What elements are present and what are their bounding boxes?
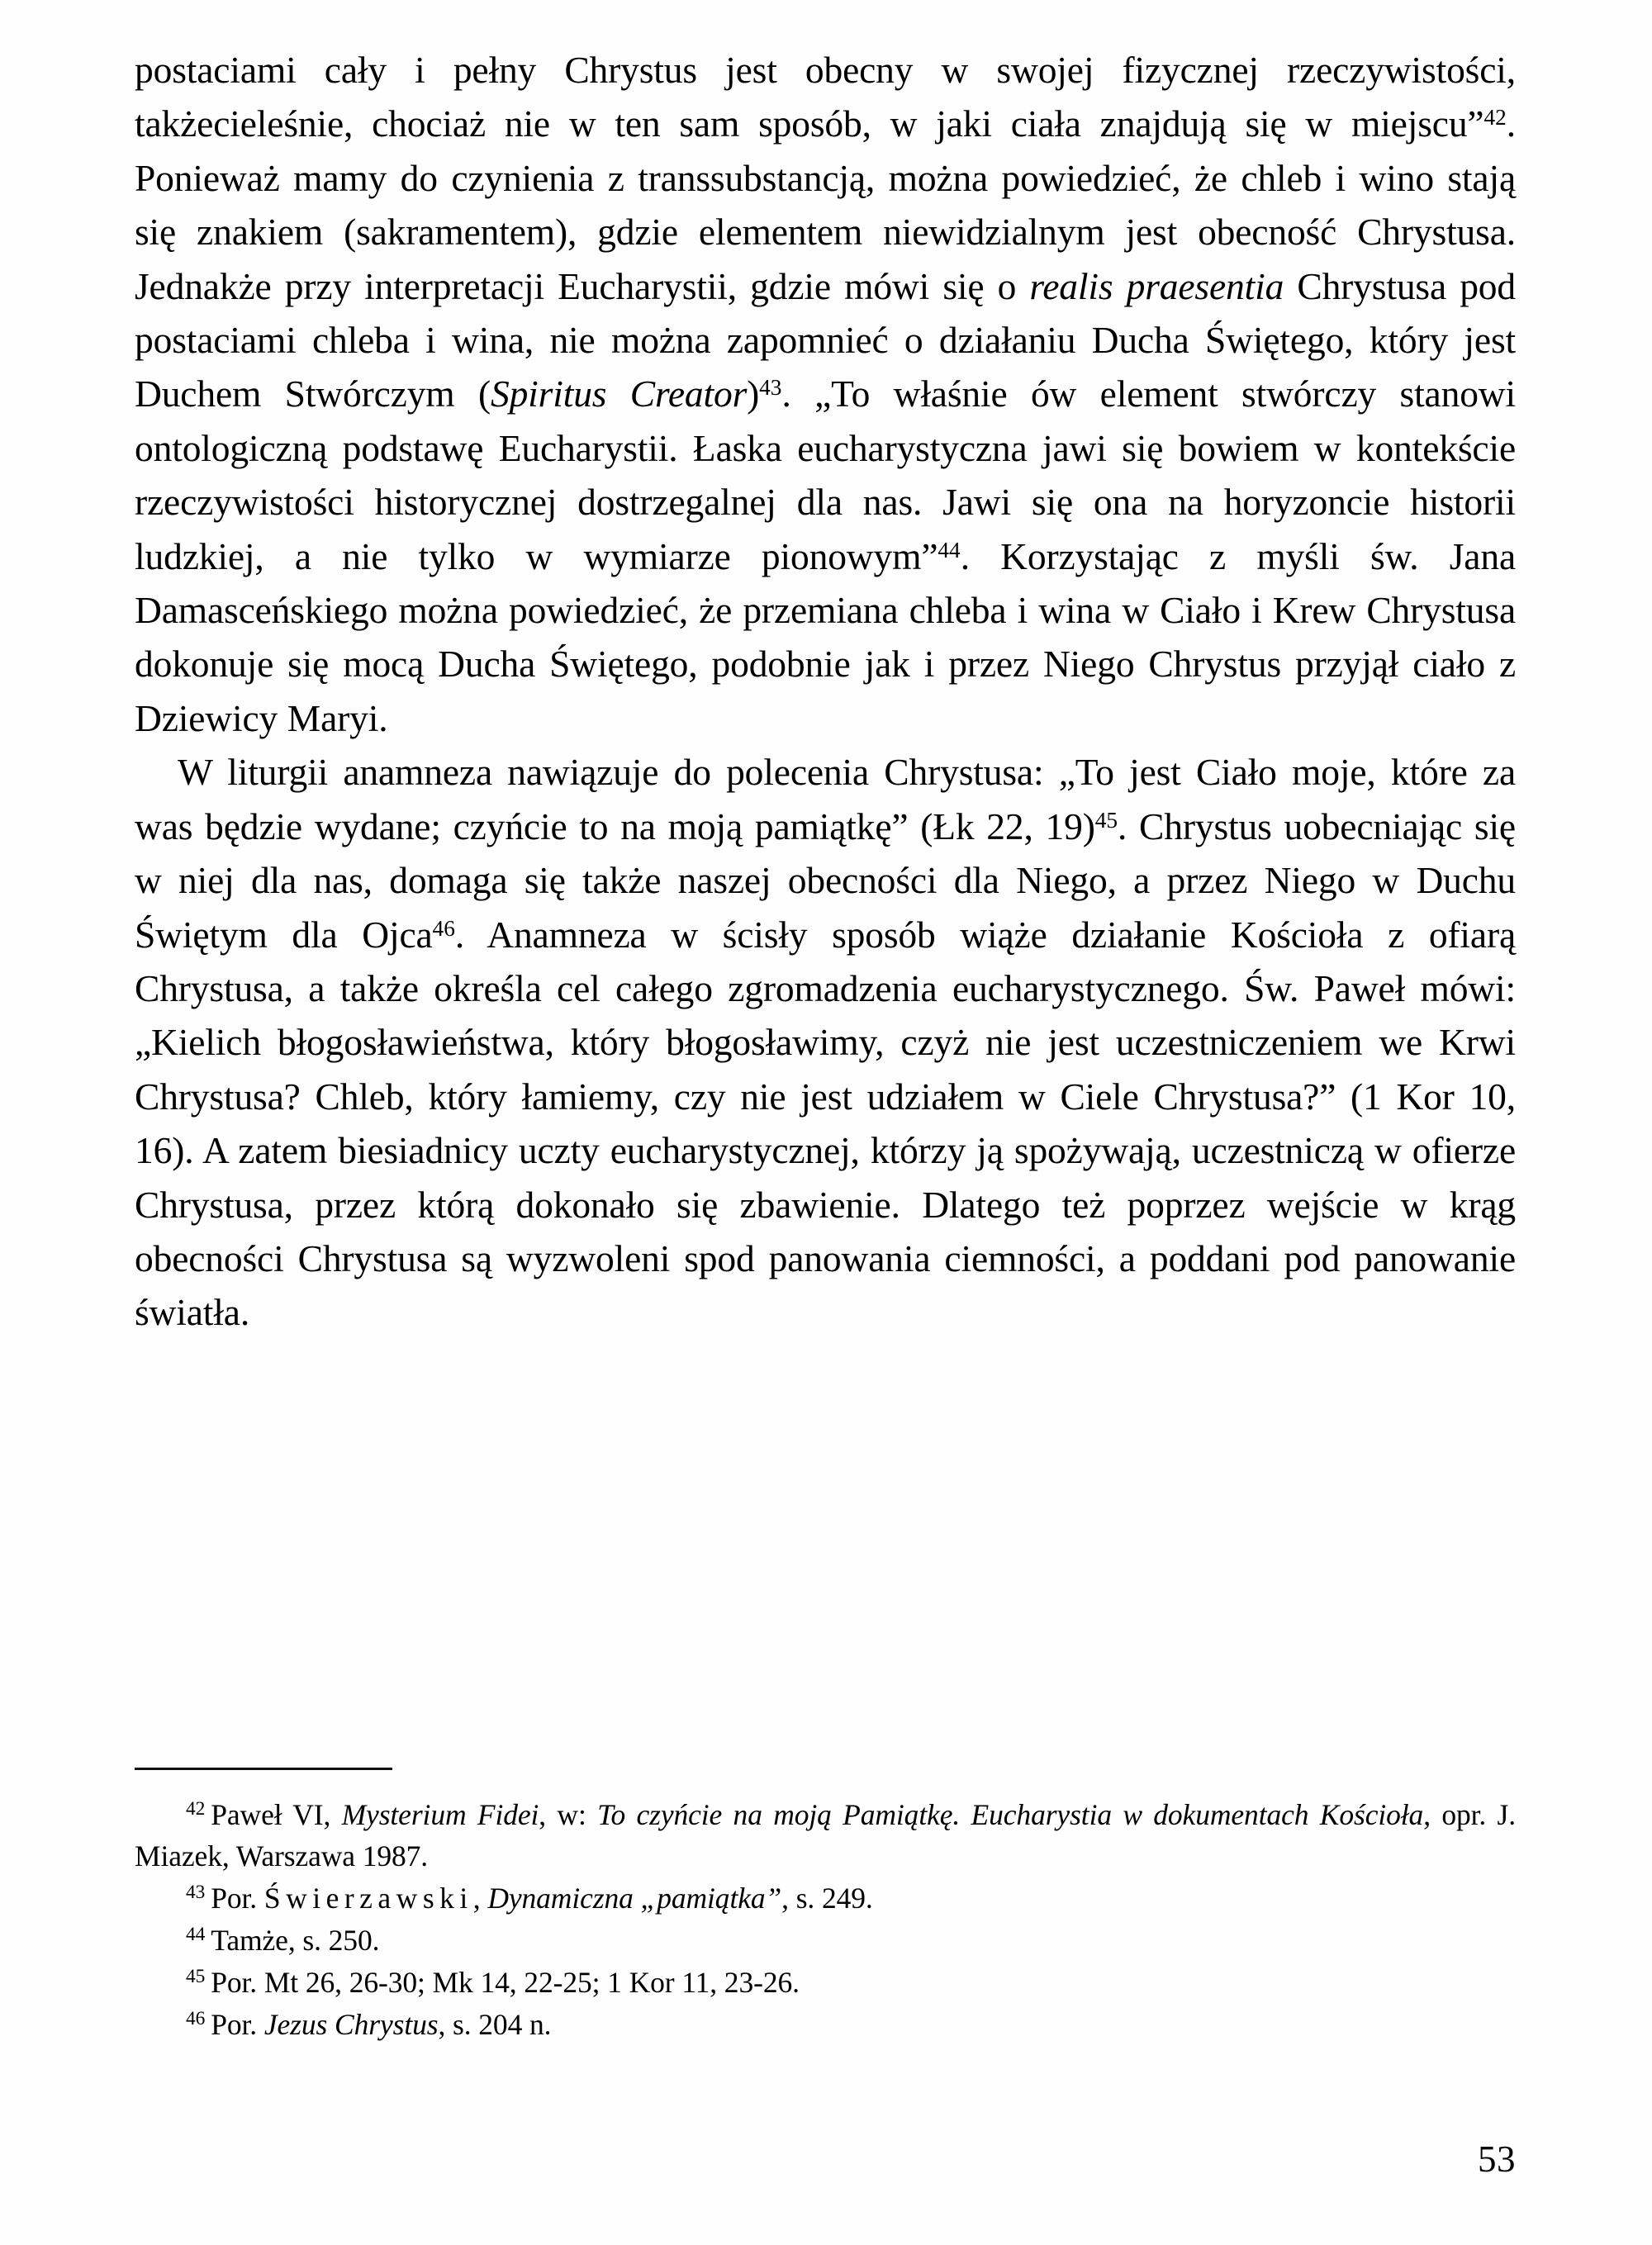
footnote-marker-46: 46: [186, 2008, 206, 2030]
body-paragraph-2: W liturgii anamneza nawiązuje do polecenia Chrystusa: „To jest Ciało moje, które za was będzie wydane; czyńcie to na moją pamiątkę” (Łk 22, 19)$^{45}$. Chrystus uobecniając się w niej dla nas, domaga się także naszej obecności dla Niego, a przez Niego w Duchu Świętym dla Ojca$^{46}$. Anamneza w ścisły sposób wiąże działanie Kościoła z ofiarą Chrystusa, a także określa cel całego zgromadzenia eucharystycznego. Św. Paweł mówi: „Kielich błogosławieństwa, który błogosławimy, czyż nie jest uczestniczeniem we Krwi Chrystusa? Chleb, który łamiemy, czy nie jest udziałem w Ciele Chrystusa?” (1 Kor 10, 16). A zatem biesiadnicy uczty eucharystycznej, którzy ją spożywają, uczestniczą w ofierze Chrystusa, przez którą dokonało się zbawienie. Dlatego też poprzez wejście w krąg obecności Chrystusa są wyzwoleni spod panowania ciemności, a poddani pod panowanie światła.: [135, 751, 1516, 1334]
footnote-marker-43: 43: [186, 1882, 206, 1904]
italic-phrase: Spiritus Creator: [490, 373, 748, 415]
italic-phrase: Dynamiczna „pamiątka”: [487, 1882, 782, 1915]
footnote-43: $^{43}$ Por. Świerzawski, Dynamiczna „pamiątka”, s. 249.: [186, 1882, 873, 1915]
footnote-marker-42: 42: [186, 1798, 206, 1820]
footnotes-block: [135, 1794, 1516, 2046]
footnote-reference-46[interactable]: 46: [432, 915, 455, 941]
italic-phrase: To czyńcie na moją Pamiątkę. Eucharystia w dokumentach Kościoła: [597, 1798, 1424, 1831]
footnote-42: $^{42}$ Paweł VI, Mysterium Fidei, w: To czyńcie na moją Pamiątkę. Eucharystia w dokumentach Kościoła, opr. J. Miazek, Warszawa 1987.: [135, 1798, 1517, 1872]
footnote-marker-45: 45: [186, 1966, 206, 1988]
footnote-reference-43[interactable]: 43: [759, 375, 782, 401]
footnote-45: $^{45}$ Por. Mt 26, 26-30; Mk 14, 22-25; 1 Kor 11, 23-26.: [186, 1966, 800, 1999]
italic-phrase: Jezus Chrystus: [263, 2008, 439, 2041]
footnote-marker-44: 44: [186, 1924, 206, 1946]
italic-phrase: Mysterium Fidei: [341, 1798, 539, 1831]
body-paragraph-1: postaciami cały i pełny Chrystus jest obecny w swojej fizycznej rzeczywistości, takżecieleśnie, chociaż nie w ten sam sposób, w jaki ciała znajdują się w miejscu”$^{42}$. Ponieważ mamy do czynienia z transsubstancją, można powiedzieć, że chleb i wino stają się znakiem (sakramentem), gdzie elementem niewidzialnym jest obecność Chrystusa. Jednakże przy interpretacji Eucharystii, gdzie mówi się o realis praesentia Chrystusa pod postaciami chleba i wina, nie można zapomnieć o działaniu Ducha Świętego, który jest Duchem Stwórczym (Spiritus Creator)$^{43}$. „To właśnie ów element stwórczy stanowi ontologiczną podstawę Eucharystii. Łaska eucharystyczna jawi się bowiem w kontekście rzeczywistości historycznej dostrzegalnej dla nas. Jawi się ona na horyzoncie historii ludzkiej, a nie tylko w wymiarze pionowym”$^{44}$. Korzystając z myśli św. Jana Damasceńskiego można powiedzieć, że przemiana chleba i wina w Ciało i Krew Chrystusa dokonuje się mocą Ducha Świętego, podobnie jak i przez Niego Chrystus przyjął ciało z Dziewicy Maryi.: [135, 49, 1517, 739]
footnote-46: $^{46}$ Por. Jezus Chrystus, s. 204 n.: [186, 2008, 552, 2041]
footnote-reference-45[interactable]: 45: [1094, 807, 1118, 833]
page-number: 53: [1478, 2138, 1516, 2180]
body-text-block: [135, 43, 1516, 1340]
italic-phrase: realis praesentia: [1029, 264, 1284, 307]
letterspaced-author-name: Świerzawski: [263, 1882, 473, 1915]
footnote-separator-rule: [135, 1768, 392, 1770]
footnote-44: $^{44}$ Tamże, s. 250.: [186, 1924, 380, 1957]
footnote-reference-44[interactable]: 44: [938, 537, 961, 562]
footnote-reference-42[interactable]: 42: [1483, 105, 1507, 131]
